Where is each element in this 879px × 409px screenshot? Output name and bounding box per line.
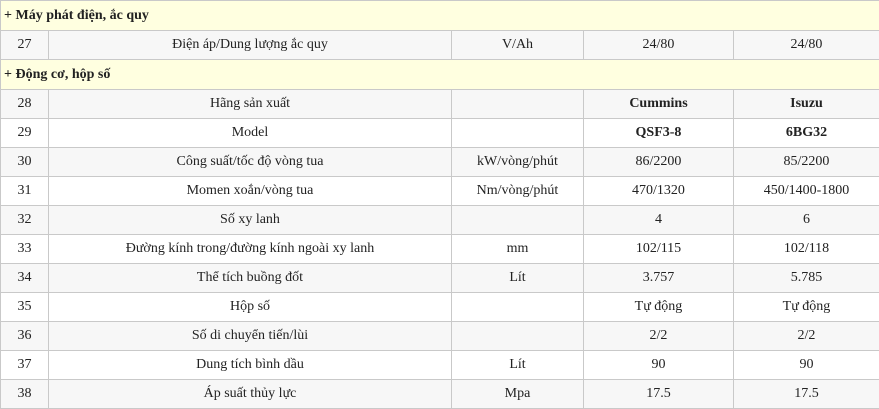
- row-unit: [452, 206, 584, 235]
- row-unit: V/Ah: [452, 31, 584, 60]
- row-unit: mm: [452, 235, 584, 264]
- row-item: Điện áp/Dung lượng ắc quy: [49, 31, 452, 60]
- row-unit: Lít: [452, 351, 584, 380]
- spec-table-body: [1, 1, 879, 409]
- row-value-2: 450/1400-1800: [734, 177, 879, 206]
- row-value-1: 17.5: [584, 380, 734, 409]
- row-value-1: 4: [584, 206, 734, 235]
- row-value-2: 5.785: [734, 264, 879, 293]
- row-unit: [452, 322, 584, 351]
- row-number: 30: [1, 148, 49, 177]
- row-item: Dung tích bình dầu: [49, 351, 452, 380]
- row-item: Thể tích buồng đốt: [49, 264, 452, 293]
- section-header-engine-gearbox: [1, 60, 879, 90]
- row-number: 32: [1, 206, 49, 235]
- row-value-1: Tự động: [584, 293, 734, 322]
- row-value-1: QSF3-8: [584, 119, 734, 148]
- row-number: 27: [1, 31, 49, 60]
- row-item: Momen xoắn/vòng tua: [49, 177, 452, 206]
- row-value-1: 24/80: [584, 31, 734, 60]
- row-number: 28: [1, 90, 49, 119]
- row-item: Đường kính trong/đường kính ngoài xy lanh: [49, 235, 452, 264]
- row-number: 29: [1, 119, 49, 148]
- table-row: [1, 322, 879, 351]
- section-header-generator-battery: [1, 1, 879, 31]
- table-row: [1, 206, 879, 235]
- row-item: Áp suất thủy lực: [49, 380, 452, 409]
- row-value-2: Tự động: [734, 293, 879, 322]
- row-unit: [452, 293, 584, 322]
- table-row: [1, 177, 879, 206]
- row-unit: Lít: [452, 264, 584, 293]
- row-value-2: 85/2200: [734, 148, 879, 177]
- row-item: Công suất/tốc độ vòng tua: [49, 148, 452, 177]
- row-number: 31: [1, 177, 49, 206]
- row-number: 33: [1, 235, 49, 264]
- row-value-1: 90: [584, 351, 734, 380]
- table-row: [1, 31, 879, 60]
- table-row: [1, 351, 879, 380]
- table-row: [1, 264, 879, 293]
- row-unit: [452, 90, 584, 119]
- row-value-1: 2/2: [584, 322, 734, 351]
- row-value-1: 86/2200: [584, 148, 734, 177]
- row-value-1: Cummins: [584, 90, 734, 119]
- row-value-2: 6: [734, 206, 879, 235]
- row-value-2: 102/118: [734, 235, 879, 264]
- row-unit: [452, 119, 584, 148]
- row-value-2: 6BG32: [734, 119, 879, 148]
- row-value-2: 90: [734, 351, 879, 380]
- section-title: + Máy phát điện, ắc quy: [1, 1, 879, 31]
- row-value-2: 2/2: [734, 322, 879, 351]
- section-title: + Động cơ, hộp số: [1, 60, 879, 90]
- row-item: Hộp số: [49, 293, 452, 322]
- table-row: [1, 293, 879, 322]
- row-unit: Nm/vòng/phút: [452, 177, 584, 206]
- table-row: [1, 235, 879, 264]
- row-item: Hãng sản xuất: [49, 90, 452, 119]
- row-value-2: 17.5: [734, 380, 879, 409]
- row-number: 35: [1, 293, 49, 322]
- row-number: 38: [1, 380, 49, 409]
- table-row: [1, 148, 879, 177]
- row-value-1: 102/115: [584, 235, 734, 264]
- row-item: Số xy lanh: [49, 206, 452, 235]
- table-row: [1, 380, 879, 409]
- table-row: [1, 119, 879, 148]
- row-item: Số di chuyển tiến/lùi: [49, 322, 452, 351]
- table-row: [1, 90, 879, 119]
- row-value-2: Isuzu: [734, 90, 879, 119]
- row-number: 34: [1, 264, 49, 293]
- row-number: 36: [1, 322, 49, 351]
- row-number: 37: [1, 351, 49, 380]
- row-value-1: 470/1320: [584, 177, 734, 206]
- row-value-1: 3.757: [584, 264, 734, 293]
- row-item: Model: [49, 119, 452, 148]
- row-unit: kW/vòng/phút: [452, 148, 584, 177]
- row-unit: Mpa: [452, 380, 584, 409]
- row-value-2: 24/80: [734, 31, 879, 60]
